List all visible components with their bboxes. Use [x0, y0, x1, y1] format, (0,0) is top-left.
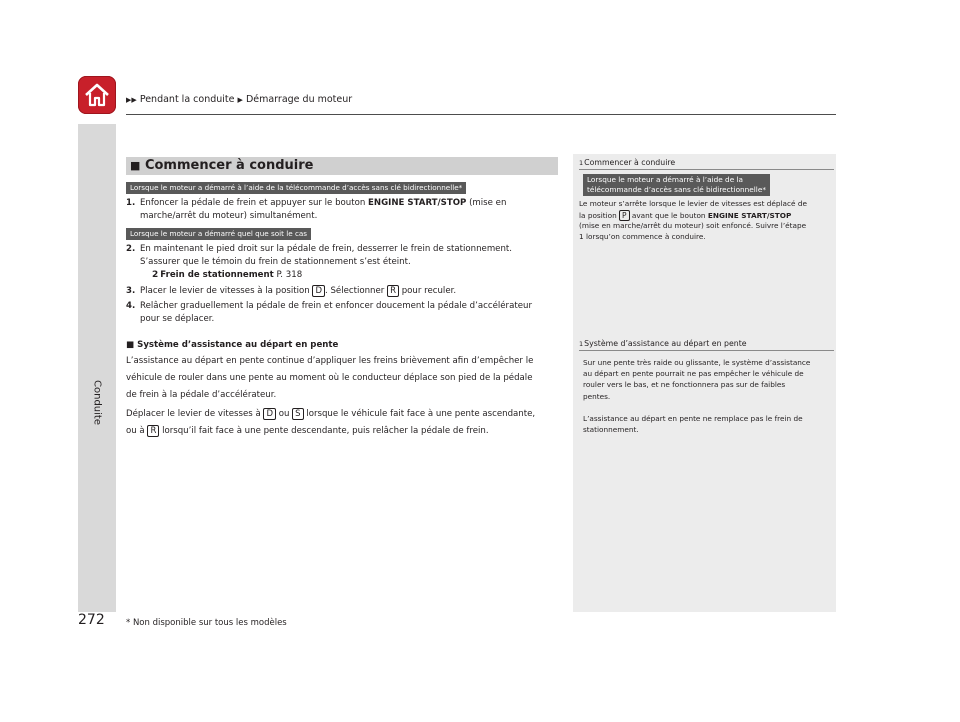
breadcrumb-level-1[interactable]: Pendant la conduite [139, 94, 235, 105]
page-number: 272 [78, 612, 105, 628]
gear-d-key: D [263, 408, 276, 420]
footnote: * Non disponible sur tous les modèles [126, 618, 287, 628]
side-note-divider [579, 169, 834, 170]
section-title: ■ Commencer à conduire [130, 158, 314, 173]
home-icon [83, 81, 111, 109]
gear-d-key: D [312, 285, 325, 297]
breadcrumb-arrow-icon: ▶ [237, 96, 243, 104]
gear-r-key: R [387, 285, 399, 297]
note-marker-icon: 1 [579, 159, 584, 167]
hill-assist-paragraph-2: Déplacer le levier de vitesses à D ou S lorsque le véhicule fait face à une pente ascendante, ou à R lorsqu’il fait face à une pente descendante, puis relâcher la pédale de frein. [126, 409, 536, 436]
chapter-tab[interactable] [78, 372, 116, 432]
side-note-text: Le moteur s’arrête lorsque le levier de vitesses est déplacé de la position P avant que le bouton ENGINE START/STOP (mise en marche/arrêt du moteur) soit enfoncé. Suivre l’étape 1 lorsqu’on commence à conduire. [579, 199, 807, 241]
square-bullet-icon: ■ [126, 340, 135, 350]
condition-tag-remote: Lorsque le moteur a démarré à l’aide de la télécommande d’accès sans clé bidirectionnelle* [126, 182, 466, 194]
gear-r-key: R [147, 425, 159, 437]
square-bullet-icon: ■ [130, 159, 141, 172]
home-button[interactable] [78, 76, 116, 114]
subsection-title: ■ Système d’assistance au départ en pente [126, 340, 339, 350]
breadcrumb-arrow-icon: ▶▶ [126, 96, 137, 104]
header-divider [126, 114, 836, 115]
chapter-label: Conduite [91, 379, 103, 425]
note-marker-icon: 1 [579, 340, 584, 348]
reference-arrow-icon: 2 [152, 270, 159, 280]
side-notes-column [573, 154, 836, 612]
side-note-divider [579, 350, 834, 351]
step-4: 4. Relâcher graduellement la pédale de frein et enfoncer doucement la pédale d’accélérateur pour se déplacer. [126, 301, 532, 324]
chapter-sidebar [78, 124, 116, 612]
gear-s-key: S [292, 408, 303, 420]
breadcrumb-level-2: Démarrage du moteur [245, 94, 353, 105]
gear-p-key: P [619, 210, 630, 221]
breadcrumb [126, 94, 352, 105]
step-3: 3. Placer le levier de vitesses à la position D . Sélectionner R pour reculer. [126, 286, 457, 296]
side-note-heading: 1Système d’assistance au départ en pente [579, 339, 747, 348]
hill-assist-paragraph-1: L’assistance au départ en pente continue d’appliquer les freins brièvement afin d’empêcher le véhicule de rouler dans une pente au moment où le conducteur déplace son pied de la pédale de frein à la pédale d’accélérateur. [126, 356, 534, 400]
side-note-text: Sur une pente très raide ou glissante, le système d’assistance au départ en pente pourrait ne pas empêcher le véhicule de rouler vers le bas, et ne fonctionnera pas sur de faibles pentes. L’assistance au départ en pente ne remplace pas le frein de stationnement. [583, 358, 811, 435]
side-note-heading: 1Commencer à conduire [579, 158, 676, 167]
step-2: 2. En maintenant le pied droit sur la pédale de frein, desserrer le frein de stationnement. S’assurer que le témoin du frein de stationnement s’est éteint. 2 Frein de stationnement P. 318 [126, 244, 513, 280]
side-condition-tag: Lorsque le moteur a démarré à l’aide de la télécommande d’accès sans clé bidirectionnelle* [583, 174, 770, 196]
cross-reference-link[interactable]: 2 Frein de stationnement P. 318 [152, 270, 303, 280]
condition-tag-any: Lorsque le moteur a démarré quel que soit le cas [126, 228, 311, 240]
step-1: 1. Enfoncer la pédale de frein et appuyer sur le bouton ENGINE START/STOP (mise en marche/arrêt du moteur) simultanément. [126, 198, 507, 221]
